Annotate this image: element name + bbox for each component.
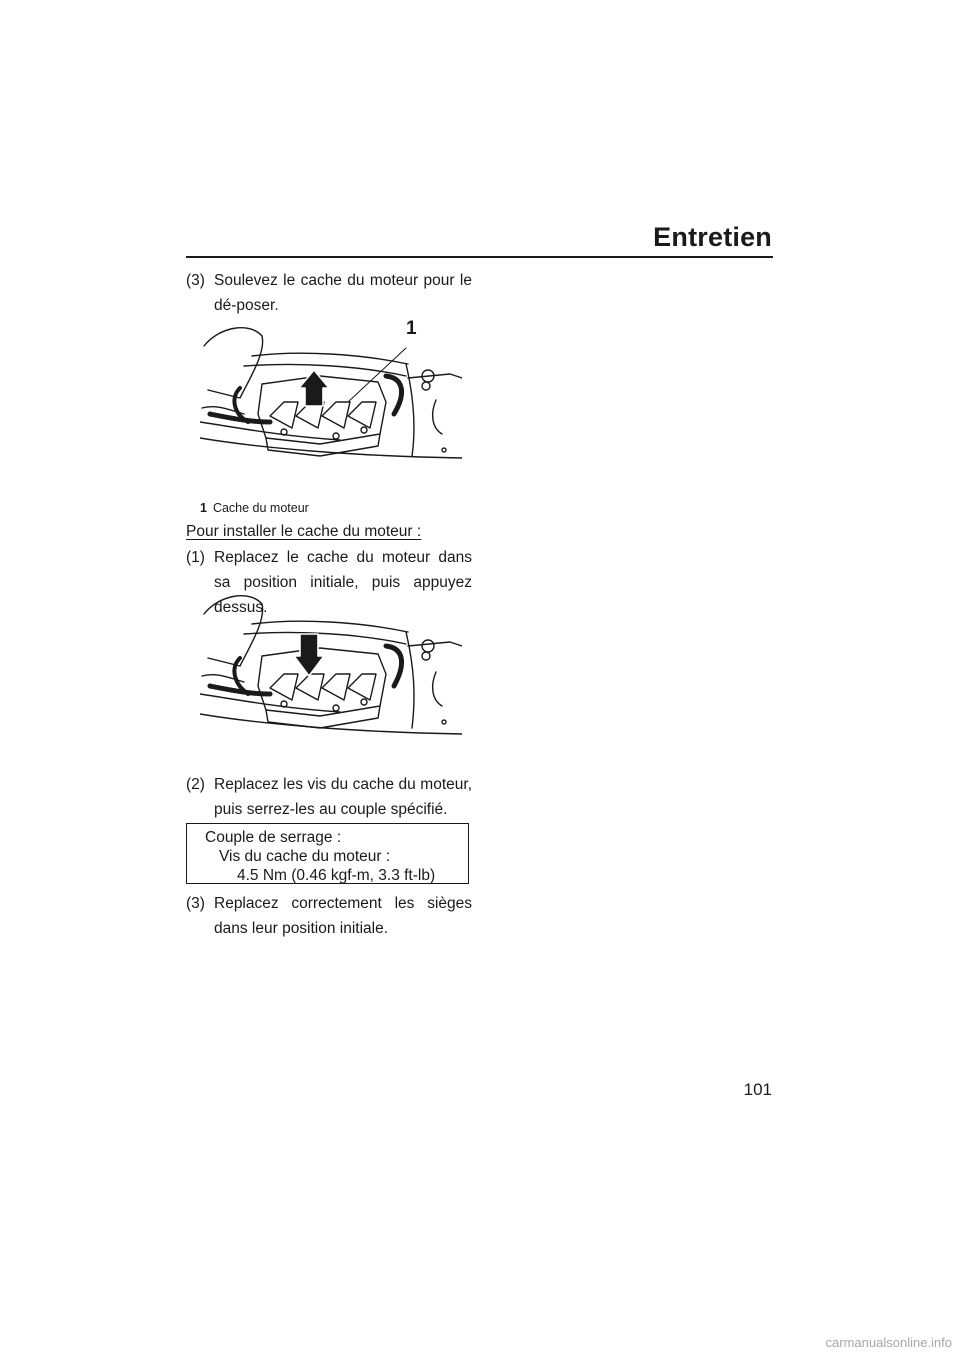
install-step-3	[186, 891, 472, 941]
step-number: (1)	[186, 549, 205, 566]
step-text: Replacez correctement les sièges dans leur position initiale.	[214, 895, 472, 937]
figure-caption	[200, 500, 309, 516]
step-number: (3)	[186, 272, 205, 289]
figure-callout-number: 1	[406, 318, 417, 339]
step-text: Soulevez le cache du moteur pour le dé-poser.	[214, 272, 472, 314]
spec-label: Couple de serrage :	[205, 829, 342, 846]
page-title: Entretien	[653, 222, 772, 252]
spec-item: Vis du cache du moteur :	[219, 848, 391, 865]
engine-cover-lift-illustration	[200, 318, 462, 478]
caption-text: Cache du moteur	[212, 501, 309, 515]
page-number: 101	[743, 1080, 772, 1099]
spec-value: 4.5 Nm (0.46 kgf-m, 3.3 ft-lb)	[237, 867, 436, 884]
step-text: Replacez les vis du cache du moteur, puis serrez-les au couple spécifié.	[214, 776, 472, 818]
torque-spec-box	[186, 823, 469, 884]
caption-number: 1	[200, 501, 207, 515]
install-step-2	[186, 772, 472, 822]
step-text: Replacez le cache du moteur dans sa position initiale, puis appuyez dessus.	[214, 549, 472, 616]
watermark[interactable]: carmanualsonline.info	[825, 1335, 952, 1350]
install-heading: Pour installer le cache du moteur :	[186, 523, 422, 540]
step-number: (2)	[186, 776, 205, 793]
engine-cover-install-illustration	[200, 586, 462, 746]
step-number: (3)	[186, 895, 205, 912]
header-rule	[186, 256, 773, 258]
removal-step	[186, 268, 472, 318]
